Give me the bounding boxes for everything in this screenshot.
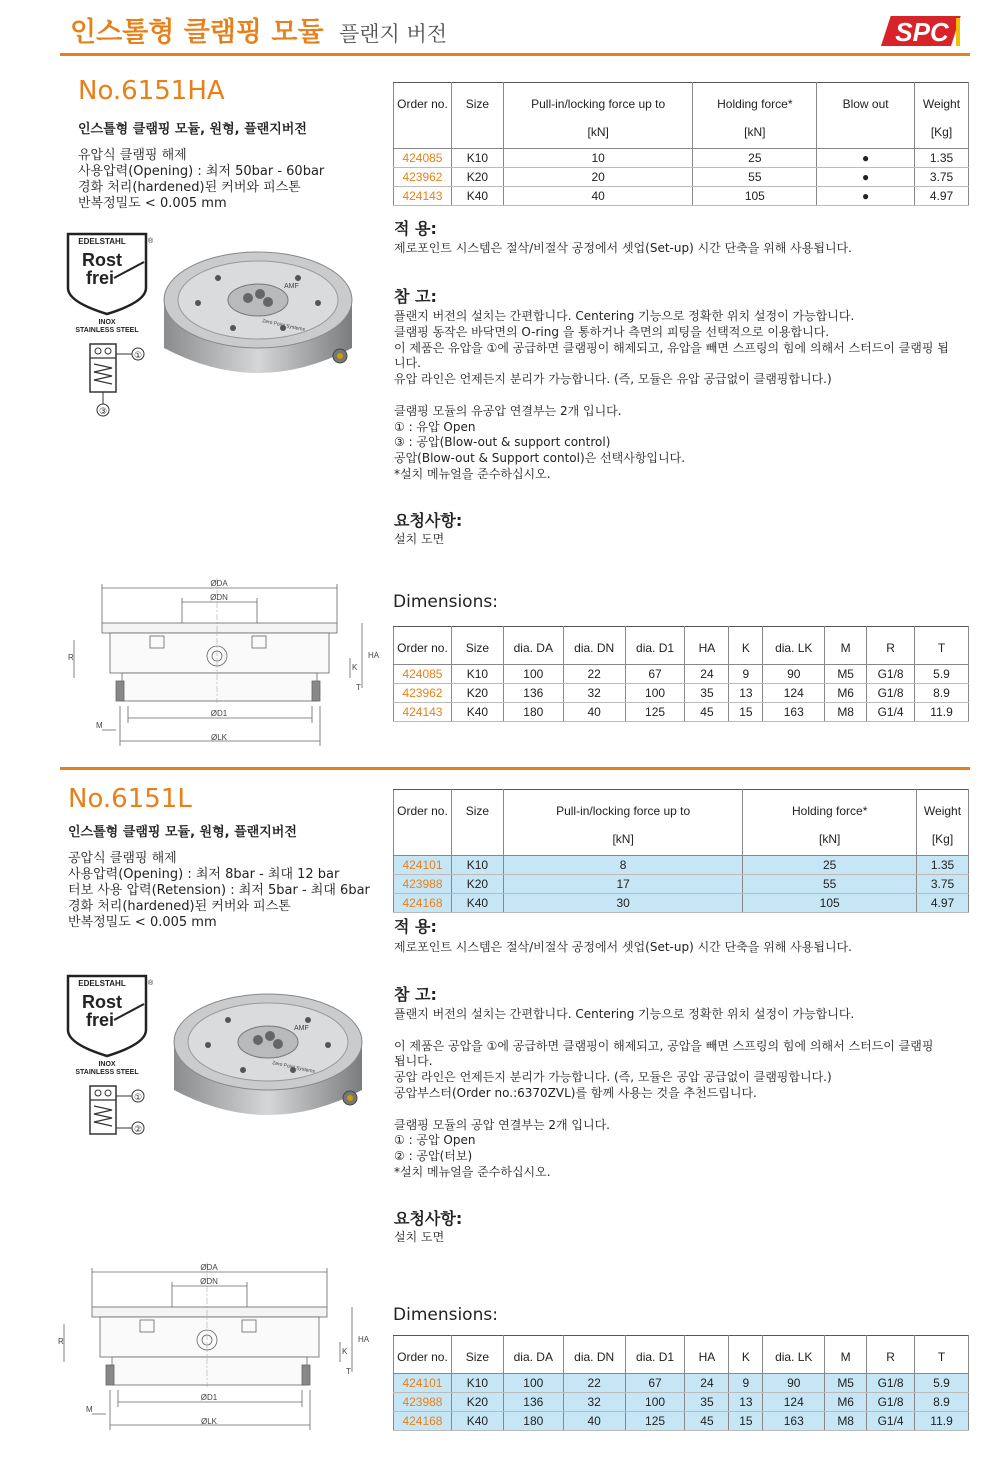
- desc-line: 사용압력(Opening) : 최저 8bar - 최대 12 bar: [68, 867, 340, 882]
- note-line: 공압 라인은 언제든지 분리가 가능합니다. (즉, 모듈은 공압 공급없이 클램핑합니다.): [394, 1070, 832, 1085]
- request-text: 설치 도면: [394, 1230, 445, 1244]
- column-header: Size: [451, 83, 503, 149]
- note-line: 유압 라인은 언제든지 분리가 가능합니다. (즉, 모듈은 유압 공급없이 클램핑합니다.): [394, 372, 832, 387]
- holding-cell: 55: [743, 875, 917, 894]
- desc-line: 사용압력(Opening) : 최저 50bar - 60bar: [78, 164, 325, 179]
- column-header: M: [825, 1336, 867, 1374]
- desc-line: 반복정밀도 < 0.005 mm: [78, 196, 227, 211]
- note-line: *설치 메뉴얼을 준수하십시오.: [394, 1164, 551, 1179]
- svg-text:®: ®: [148, 238, 154, 245]
- note-line: 니다.: [394, 356, 421, 371]
- svg-text:SPC: SPC: [895, 17, 949, 47]
- connection-symbol: [86, 340, 156, 420]
- svg-text:EDELSTAHL: EDELSTAHL: [78, 979, 126, 988]
- order-no: 424085: [394, 665, 452, 684]
- table-cell: K10: [451, 665, 503, 684]
- page-title: [70, 10, 447, 49]
- table-cell: 67: [625, 665, 685, 684]
- column-header: K: [729, 627, 763, 665]
- holding-cell: 105: [743, 894, 917, 913]
- apply-text: 제로포인트 시스템은 절삭/비절삭 공정에서 셋업(Set-up) 시간 단축을 위해 사용됩니다.: [394, 940, 852, 954]
- spec-table: [393, 82, 969, 206]
- weight-cell: 3.75: [917, 875, 969, 894]
- svg-text:frei: frei: [85, 268, 115, 288]
- column-header: T: [937, 641, 946, 655]
- column-header: Pull-in/locking force up to [kN]: [503, 790, 742, 856]
- table-cell: G1/4: [867, 703, 915, 722]
- stainless-badge: [62, 974, 152, 1074]
- model-title: No.6151L: [68, 784, 192, 814]
- svg-text:Zero Point Systems: Zero Point Systems: [271, 1060, 316, 1076]
- column-header: dia. LK: [763, 627, 825, 665]
- column-header: Order no.: [394, 83, 452, 149]
- desc-line: 터보 사용 압력(Retension) : 최저 5bar - 최대 6bar: [68, 883, 370, 898]
- svg-text:Rost: Rost: [82, 992, 122, 1012]
- table-cell: 125: [625, 703, 685, 722]
- column-header: dia. D1: [625, 1336, 685, 1374]
- table-row: [394, 894, 969, 913]
- weight-cell: 1.35: [915, 149, 969, 168]
- header-divider: [60, 53, 970, 56]
- size-cell: K20: [451, 168, 503, 187]
- weight-cell: 3.75: [915, 168, 969, 187]
- technical-drawing: [62, 578, 380, 753]
- spec-table: [393, 789, 969, 913]
- model-title: No.6151HA: [78, 76, 225, 106]
- request-heading: 요청사항:: [394, 511, 463, 530]
- table-cell: 11.9: [915, 1412, 969, 1431]
- table-cell: M8: [825, 1412, 867, 1431]
- table-cell: 124: [763, 684, 825, 703]
- svg-text:ØDN: ØDN: [200, 1277, 218, 1286]
- svg-text:R: R: [58, 1337, 64, 1346]
- note-line: [394, 1102, 933, 1118]
- svg-text:ØDA: ØDA: [200, 1263, 218, 1272]
- desc-line: 경화 처리(hardened)된 커버와 피스톤: [68, 899, 291, 914]
- svg-text:STAINLESS STEEL: STAINLESS STEEL: [75, 1069, 139, 1076]
- size-cell: K40: [451, 894, 503, 913]
- svg-text:M: M: [96, 721, 103, 730]
- svg-text:Rost: Rost: [82, 250, 122, 270]
- table-cell: 9: [729, 1374, 763, 1393]
- table-cell: G1/8: [867, 1374, 915, 1393]
- table-cell: K10: [451, 1374, 503, 1393]
- svg-text:INOX: INOX: [98, 1061, 116, 1068]
- note-heading: 참 고:: [394, 985, 437, 1004]
- svg-text:K: K: [342, 1347, 348, 1356]
- svg-text:AMF: AMF: [294, 1025, 309, 1032]
- svg-text:Zero Point Systems: Zero Point Systems: [261, 318, 306, 334]
- note-heading: 참 고:: [394, 287, 437, 306]
- svg-text:ØLK: ØLK: [210, 733, 228, 742]
- svg-text:HA: HA: [358, 1335, 370, 1344]
- svg-text:①: ①: [133, 351, 143, 361]
- pullin-cell: 17: [503, 875, 742, 894]
- spc-logo: [878, 12, 968, 52]
- pullin-cell: 20: [503, 168, 693, 187]
- table-cell: 8.9: [915, 684, 969, 703]
- table-row: [394, 856, 969, 875]
- table-cell: K40: [451, 1412, 503, 1431]
- note-line: ① : 유압 Open: [394, 419, 476, 434]
- table-cell: 9: [729, 665, 763, 684]
- svg-text:③: ③: [98, 407, 108, 417]
- technical-drawing: [52, 1262, 370, 1437]
- svg-text:EDELSTAHL: EDELSTAHL: [78, 237, 126, 246]
- stainless-badge: [62, 232, 152, 332]
- note-line: 공압(Blow-out & Support contol)은 선택사항입니다.: [394, 451, 686, 466]
- note-line: 클램핑 동작은 바닥면의 O-ring 을 통하거나 측면의 피팅을 선택적으로 이용합니다.: [394, 324, 830, 339]
- table-cell: 35: [685, 684, 729, 703]
- pullin-cell: 8: [503, 856, 742, 875]
- table-cell: 13: [729, 684, 763, 703]
- table-cell: 45: [685, 703, 729, 722]
- column-header: R: [867, 1336, 915, 1374]
- blowout-cell: ●: [817, 168, 915, 187]
- model-description: [68, 825, 370, 931]
- note-line: ① : 공압 Open: [394, 1133, 476, 1148]
- order-no: 424101: [394, 856, 452, 875]
- dimensions-table: [393, 626, 969, 722]
- table-cell: G1/8: [867, 684, 915, 703]
- table-row: [394, 665, 969, 684]
- column-header: Size: [451, 627, 503, 665]
- note-line: *설치 메뉴얼을 준수하십시오.: [394, 466, 551, 481]
- note-line: 플랜지 버전의 설치는 간편합니다. Centering 기능으로 정확한 위치 설정이 가능합니다.: [394, 309, 855, 323]
- weight-cell: 4.97: [915, 187, 969, 206]
- table-cell: K40: [451, 703, 503, 722]
- model-description: [78, 122, 324, 212]
- note-line: 됩니다.: [394, 1054, 433, 1069]
- table-cell: 100: [503, 1374, 563, 1393]
- note-text: [394, 1007, 933, 1181]
- order-no: 423962: [394, 684, 452, 703]
- order-no: 423988: [394, 1393, 452, 1412]
- svg-text:ØD1: ØD1: [210, 709, 228, 718]
- order-no: 423962: [394, 168, 452, 187]
- dimensions-table: [393, 1335, 969, 1431]
- table-cell: M8: [825, 703, 867, 722]
- table-cell: 32: [563, 684, 625, 703]
- table-cell: K20: [451, 1393, 503, 1412]
- column-header: dia. DA: [503, 1336, 563, 1374]
- connection-symbol: [86, 1082, 156, 1162]
- apply-heading: 적 용:: [394, 219, 437, 238]
- table-row: [394, 703, 969, 722]
- note-line: ③ : 공압(Blow-out & support control): [394, 435, 611, 450]
- table-cell: 163: [763, 1412, 825, 1431]
- table-cell: 180: [503, 703, 563, 722]
- table-cell: 24: [685, 665, 729, 684]
- note-text: [394, 309, 949, 483]
- svg-text:INOX: INOX: [98, 319, 116, 326]
- table-cell: 15: [729, 703, 763, 722]
- table-cell: 67: [625, 1374, 685, 1393]
- order-no: 424143: [394, 703, 452, 722]
- weight-cell: 1.35: [917, 856, 969, 875]
- column-header: Holding force* [kN]: [743, 790, 917, 856]
- table-row: [394, 1374, 969, 1393]
- dimensions-heading: Dimensions:: [393, 1305, 498, 1325]
- table-cell: M6: [825, 1393, 867, 1412]
- holding-cell: 105: [693, 187, 817, 206]
- svg-text:①: ①: [133, 1093, 143, 1103]
- request-heading: 요청사항:: [394, 1209, 463, 1228]
- holding-cell: 25: [743, 856, 917, 875]
- column-header: Weight [Kg]: [923, 804, 962, 846]
- svg-text:②: ②: [133, 1125, 143, 1135]
- table-row: [394, 875, 969, 894]
- svg-text:T: T: [346, 1367, 351, 1376]
- table-cell: 13: [729, 1393, 763, 1412]
- column-header: Size: [451, 1336, 503, 1374]
- note-line: [394, 1023, 933, 1039]
- desc-title: 인스톨형 클램핑 모듈, 원형, 플랜지버전: [68, 825, 297, 840]
- note-line: 클램핑 모듈의 공압 연결부는 2개 입니다.: [394, 1117, 610, 1132]
- product-image: [158, 248, 358, 398]
- table-cell: G1/4: [867, 1412, 915, 1431]
- table-cell: 45: [685, 1412, 729, 1431]
- order-no: 424168: [394, 1412, 452, 1431]
- note-line: 이 제품은 공압을 ①에 공급하면 클램핑이 해제되고, 공압을 빼면 스프링의 힘에 의해서 스터드이 클램핑: [394, 1038, 934, 1053]
- pullin-cell: 10: [503, 149, 693, 168]
- column-header: Blow out: [817, 83, 915, 149]
- order-no: 424085: [394, 149, 452, 168]
- size-cell: K10: [451, 149, 503, 168]
- table-cell: 180: [503, 1412, 563, 1431]
- table-row: [394, 168, 969, 187]
- svg-text:frei: frei: [85, 1010, 115, 1030]
- svg-text:STAINLESS STEEL: STAINLESS STEEL: [75, 327, 139, 334]
- column-header: K: [729, 1336, 763, 1374]
- weight-cell: 4.97: [917, 894, 969, 913]
- table-row: [394, 187, 969, 206]
- column-header: Size: [451, 790, 503, 856]
- table-cell: 136: [503, 1393, 563, 1412]
- column-header: Weight [Kg]: [922, 97, 961, 139]
- note-line: 공압부스터(Order no.:6370ZVL)를 함께 사용는 것을 추천드립니다.: [394, 1085, 757, 1100]
- table-header-row: [394, 790, 969, 856]
- column-header: R: [867, 627, 915, 665]
- table-row: [394, 684, 969, 703]
- table-row: [394, 1393, 969, 1412]
- table-cell: 40: [563, 1412, 625, 1431]
- column-header: Order no.: [394, 1336, 452, 1374]
- section-divider: [60, 767, 970, 770]
- desc-title: 인스톨형 클램핑 모듈, 원형, 플랜지버전: [78, 122, 307, 137]
- table-cell: 5.9: [915, 1374, 969, 1393]
- table-cell: 32: [563, 1393, 625, 1412]
- table-cell: 24: [685, 1374, 729, 1393]
- svg-text:ØDA: ØDA: [210, 579, 228, 588]
- desc-line: 공압식 클램핑 해제: [68, 851, 177, 866]
- table-header-row: [394, 627, 969, 665]
- column-header: dia. DN: [563, 627, 625, 665]
- svg-text:®: ®: [148, 980, 154, 987]
- table-cell: 15: [729, 1412, 763, 1431]
- table-cell: M5: [825, 1374, 867, 1393]
- column-header: T: [937, 1350, 946, 1364]
- apply-text: 제로포인트 시스템은 절삭/비절삭 공정에서 셋업(Set-up) 시간 단축을 위해 사용됩니다.: [394, 241, 852, 255]
- column-header: dia. DN: [563, 1336, 625, 1374]
- order-no: 424143: [394, 187, 452, 206]
- pullin-cell: 30: [503, 894, 742, 913]
- desc-line: 반복정밀도 < 0.005 mm: [68, 915, 217, 930]
- pullin-cell: 40: [503, 187, 693, 206]
- table-row: [394, 1412, 969, 1431]
- blowout-cell: ●: [817, 149, 915, 168]
- table-header-row: [394, 83, 969, 149]
- table-cell: 100: [625, 1393, 685, 1412]
- table-cell: 136: [503, 684, 563, 703]
- svg-text:ØDN: ØDN: [210, 593, 228, 602]
- note-line: 이 제품은 유압을 ①에 공급하면 클램핑이 해제되고, 유압을 빼면 스프링의 힘에 의해서 스터드이 클램핑 됩: [394, 340, 949, 355]
- svg-text:ØD1: ØD1: [200, 1393, 218, 1402]
- apply-heading: 적 용:: [394, 917, 437, 936]
- svg-text:ØLK: ØLK: [200, 1417, 218, 1426]
- column-header: dia. LK: [763, 1336, 825, 1374]
- holding-cell: 55: [693, 168, 817, 187]
- holding-cell: 25: [693, 149, 817, 168]
- request-text: 설치 도면: [394, 532, 445, 546]
- product-image: [168, 990, 368, 1140]
- dimensions-heading: Dimensions:: [393, 592, 498, 612]
- column-header: dia. DA: [503, 627, 563, 665]
- table-cell: 90: [763, 665, 825, 684]
- size-cell: K40: [451, 187, 503, 206]
- table-cell: M6: [825, 684, 867, 703]
- table-cell: 90: [763, 1374, 825, 1393]
- table-cell: G1/8: [867, 665, 915, 684]
- page-title-main: 인스톨형 클램핑 모듈: [70, 17, 324, 48]
- note-line: [394, 388, 949, 404]
- svg-text:R: R: [68, 653, 74, 662]
- order-no: 424101: [394, 1374, 452, 1393]
- note-line: 클램핑 모듈의 유공압 연결부는 2개 입니다.: [394, 403, 622, 418]
- column-header: dia. D1: [625, 627, 685, 665]
- column-header: Order no.: [394, 627, 452, 665]
- column-header: M: [825, 627, 867, 665]
- table-cell: 124: [763, 1393, 825, 1412]
- note-line: 플랜지 버전의 설치는 간편합니다. Centering 기능으로 정확한 위치 설정이 가능합니다.: [394, 1007, 855, 1021]
- column-header: Holding force* [kN]: [693, 83, 817, 149]
- table-cell: 35: [685, 1393, 729, 1412]
- table-cell: 8.9: [915, 1393, 969, 1412]
- table-cell: 5.9: [915, 665, 969, 684]
- svg-text:M: M: [86, 1405, 93, 1414]
- order-no: 424168: [394, 894, 452, 913]
- column-header: Pull-in/locking force up to [kN]: [503, 83, 693, 149]
- column-header: HA: [685, 627, 729, 665]
- table-cell: 40: [563, 703, 625, 722]
- table-cell: 22: [563, 665, 625, 684]
- page-subtitle: 플랜지 버전: [338, 22, 448, 46]
- table-cell: 125: [625, 1412, 685, 1431]
- note-line: ② : 공압(터보): [394, 1149, 473, 1164]
- table-cell: 11.9: [915, 703, 969, 722]
- desc-line: 경화 처리(hardened)된 커버와 피스톤: [78, 180, 301, 195]
- table-cell: G1/8: [867, 1393, 915, 1412]
- table-cell: 100: [625, 684, 685, 703]
- table-row: [394, 149, 969, 168]
- svg-text:K: K: [352, 663, 358, 672]
- svg-text:AMF: AMF: [284, 283, 299, 290]
- column-header: Order no.: [394, 790, 452, 856]
- size-cell: K20: [451, 875, 503, 894]
- table-cell: M5: [825, 665, 867, 684]
- order-no: 423988: [394, 875, 452, 894]
- table-cell: 100: [503, 665, 563, 684]
- table-header-row: [394, 1336, 969, 1374]
- table-cell: 163: [763, 703, 825, 722]
- table-cell: 22: [563, 1374, 625, 1393]
- column-header: HA: [685, 1336, 729, 1374]
- desc-line: 유압식 클램핑 해제: [78, 148, 187, 163]
- svg-text:HA: HA: [368, 651, 380, 660]
- table-cell: K20: [451, 684, 503, 703]
- svg-text:T: T: [356, 683, 361, 692]
- blowout-cell: ●: [817, 187, 915, 206]
- size-cell: K10: [451, 856, 503, 875]
